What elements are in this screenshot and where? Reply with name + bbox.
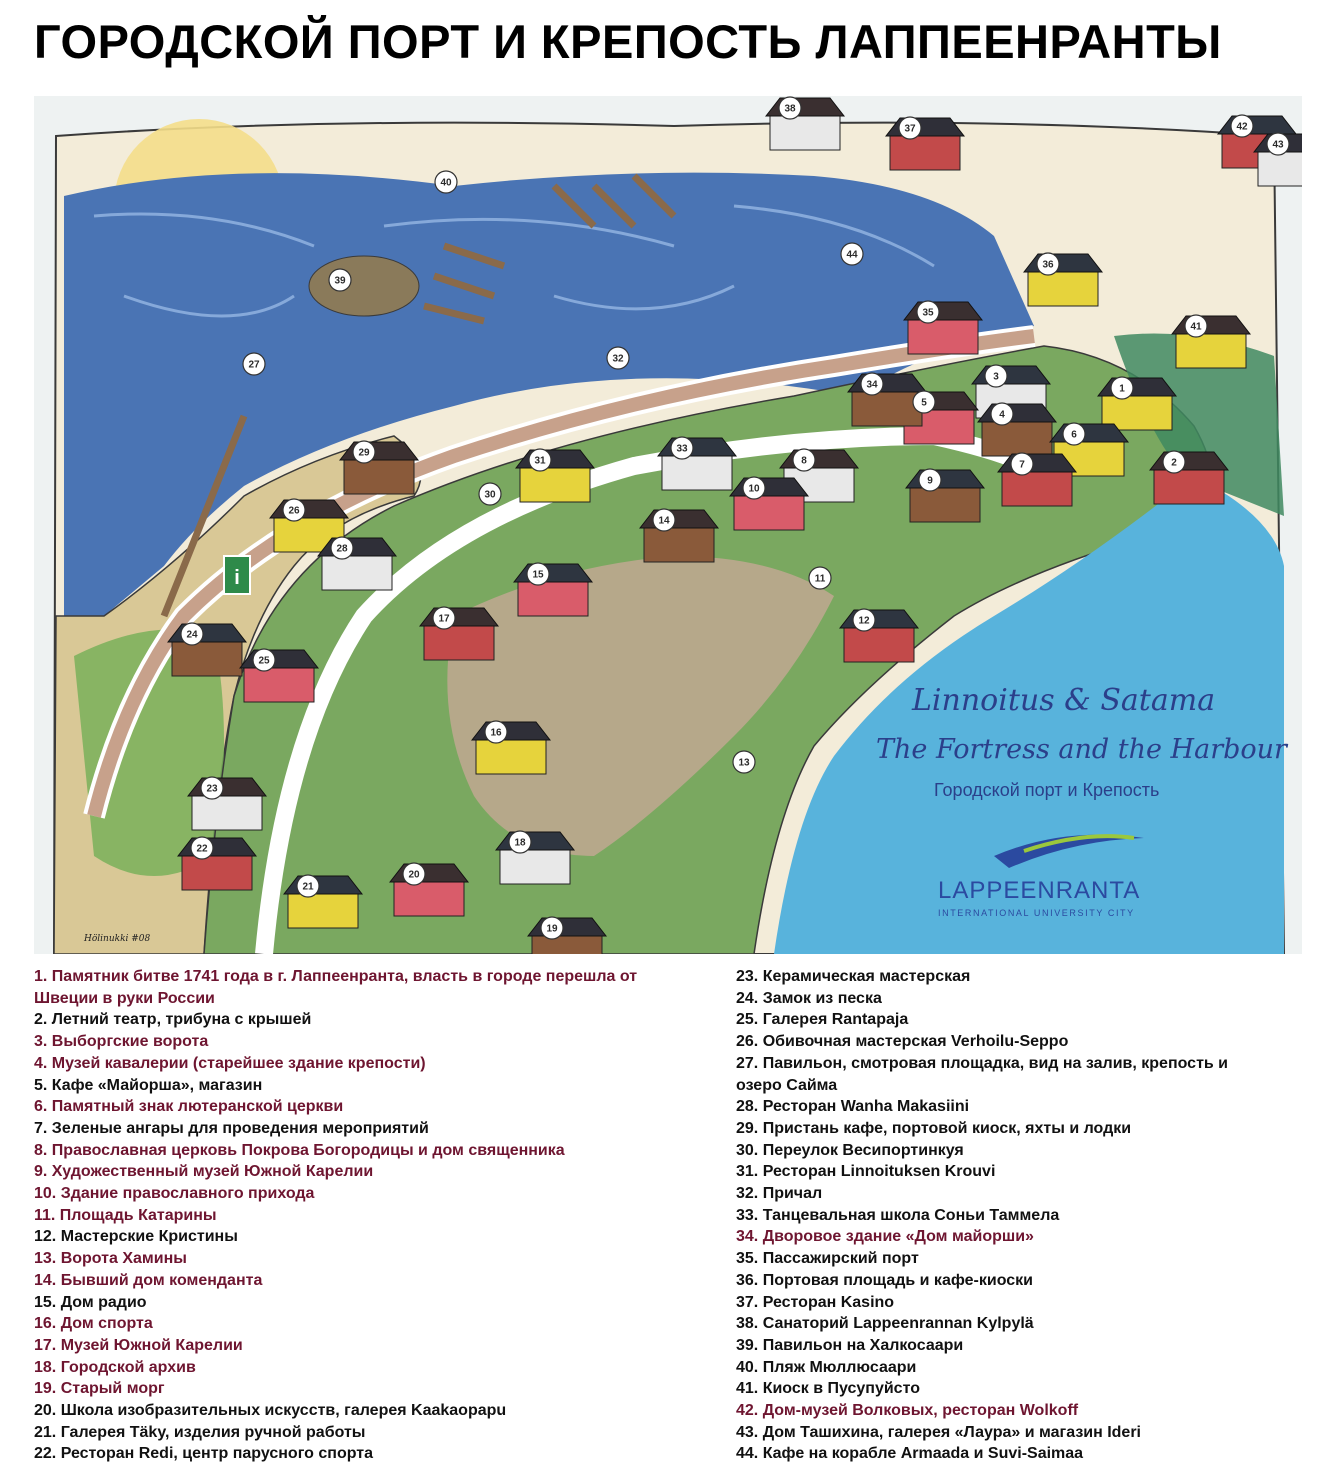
legend-item: 36. Портовая площадь и кафе-киоски: [736, 1271, 1033, 1289]
map-marker-6[interactable]: [1063, 423, 1085, 445]
svg-text:44: 44: [846, 249, 858, 261]
map-marker-17[interactable]: [433, 607, 455, 629]
svg-text:25: 25: [258, 655, 270, 667]
svg-text:5: 5: [921, 397, 927, 409]
legend-item: 34. Дворовое здание «Дом майорши»: [736, 1228, 1034, 1246]
svg-text:33: 33: [676, 443, 688, 455]
legend-item: 20. Школа изобразительных искусств, галерея Kaakaopapu: [34, 1402, 507, 1420]
map-marker-35[interactable]: [917, 301, 939, 323]
legend-item: 10. Здание православного прихода: [34, 1185, 315, 1203]
svg-text:1: 1: [1119, 383, 1125, 395]
legend-item: 28. Ресторан Wanha Makasiini: [736, 1098, 970, 1116]
map-illustration: [34, 96, 1302, 954]
legend-item: 3. Выборгские ворота: [34, 1033, 209, 1051]
building-41: [1172, 316, 1250, 368]
svg-text:22: 22: [196, 843, 208, 855]
building-19: [528, 918, 606, 954]
svg-text:42: 42: [1236, 121, 1248, 133]
map-marker-27[interactable]: [243, 353, 265, 375]
svg-text:2: 2: [1171, 457, 1177, 469]
map-marker-31[interactable]: [529, 449, 551, 471]
map-marker-9[interactable]: [919, 469, 941, 491]
legend-item: 17. Музей Южной Карелии: [34, 1336, 243, 1354]
svg-text:17: 17: [438, 613, 450, 625]
legend-item: 29. Пристань кафе, портовой киоск, яхты и лодки: [736, 1119, 1132, 1137]
svg-text:35: 35: [922, 307, 934, 319]
svg-text:13: 13: [738, 757, 750, 769]
svg-text:16: 16: [490, 727, 502, 739]
map-marker-42[interactable]: [1231, 115, 1253, 137]
svg-text:31: 31: [534, 455, 546, 467]
map-marker-1[interactable]: [1111, 377, 1133, 399]
map-marker-43[interactable]: [1267, 133, 1289, 155]
legend-item: 2. Летний театр, трибуна с крышей: [34, 1011, 312, 1029]
legend-item: 11. Площадь Катарины: [34, 1206, 217, 1224]
legend-item: 24. Замок из песка: [736, 989, 882, 1007]
legend-item: 40. Пляж Мюллюсаари: [736, 1358, 917, 1376]
map-marker-26[interactable]: [283, 499, 305, 521]
legend-item: 12. Мастерские Кристины: [34, 1228, 238, 1246]
svg-text:6: 6: [1071, 429, 1077, 441]
legend-item: 30. Переулок Весипортинкуя: [736, 1141, 964, 1159]
map-marker-21[interactable]: [297, 875, 319, 897]
building-25: [240, 650, 318, 702]
svg-text:40: 40: [440, 177, 452, 189]
building-38: [766, 98, 844, 150]
svg-text:41: 41: [1190, 321, 1202, 333]
legend-item: 43. Дом Ташихина, галерея «Лаура» и магазин Ideri: [736, 1423, 1141, 1441]
map-marker-33[interactable]: [671, 437, 693, 459]
building-24: [168, 624, 246, 676]
legend-item: 14. Бывший дом коменданта: [34, 1271, 263, 1289]
legend-item: Швеции в руки России: [34, 989, 215, 1007]
map-marker-22[interactable]: [191, 837, 213, 859]
map-marker-40[interactable]: [435, 171, 457, 193]
svg-text:8: 8: [801, 455, 807, 467]
building-1: [1098, 378, 1176, 430]
legend-item: 18. Городской архив: [34, 1358, 196, 1376]
map-marker-15[interactable]: [527, 563, 549, 585]
legend: [34, 966, 1302, 1472]
legend-item: 31. Ресторан Linnoituksen Krouvi: [736, 1163, 996, 1181]
legend-item: 39. Павильон на Халкосаари: [736, 1336, 964, 1354]
legend-item: 5. Кафе «Майорша», магазин: [34, 1076, 263, 1094]
svg-text:27: 27: [248, 359, 260, 371]
building-14: [640, 510, 718, 562]
svg-text:29: 29: [358, 447, 370, 459]
legend-column-right: [736, 966, 1302, 1465]
legend-item: 42. Дом-музей Волковых, ресторан Wolkoff: [736, 1402, 1079, 1420]
map-marker-14[interactable]: [653, 509, 675, 531]
svg-text:INTERNATIONAL UNIVERSITY CITY: INTERNATIONAL UNIVERSITY CITY: [938, 908, 1135, 918]
svg-text:20: 20: [408, 869, 420, 881]
svg-text:7: 7: [1019, 459, 1025, 471]
map-marker-30[interactable]: [479, 483, 501, 505]
svg-text:18: 18: [514, 837, 526, 849]
legend-item: 33. Танцевальная школа Соньи Таммела: [736, 1206, 1060, 1224]
svg-text:LAPPEENRANTA: LAPPEENRANTA: [938, 877, 1141, 904]
map-marker-19[interactable]: [541, 917, 563, 939]
building-31: [516, 450, 594, 502]
svg-text:37: 37: [904, 123, 916, 135]
map-marker-11[interactable]: [809, 567, 831, 589]
map-marker-4[interactable]: [991, 403, 1013, 425]
svg-text:36: 36: [1042, 259, 1054, 271]
svg-text:3: 3: [993, 371, 999, 383]
svg-text:26: 26: [288, 505, 300, 517]
svg-text:34: 34: [866, 379, 878, 391]
svg-text:12: 12: [858, 615, 870, 627]
building-17: [420, 608, 498, 660]
map-marker-7[interactable]: [1011, 453, 1033, 475]
map-title-russian: Городской порт и Крепость: [934, 780, 1160, 800]
building-4: [978, 404, 1056, 456]
building-22: [178, 838, 256, 890]
map-title-finnish: Linnoitus & Satama: [912, 683, 1216, 718]
legend-item: 25. Галерея Rantapaja: [736, 1011, 909, 1029]
legend-item: 35. Пассажирский порт: [736, 1250, 919, 1268]
building-10: [730, 478, 808, 530]
halkosaari-island: [309, 256, 419, 316]
svg-text:30: 30: [484, 489, 496, 501]
building-20: [390, 864, 468, 916]
page-title: ГОРОДСКОЙ ПОРТ И КРЕПОСТЬ ЛАППЕЕНРАНТЫ: [34, 15, 1222, 68]
map-marker-13[interactable]: [733, 751, 755, 773]
legend-item: 27. Павильон, смотровая площадка, вид на залив, крепость и: [736, 1054, 1229, 1072]
legend-column-left: [34, 966, 724, 1465]
svg-text:39: 39: [334, 275, 346, 287]
legend-item: 37. Ресторан Kasino: [736, 1293, 895, 1311]
map-marker-24[interactable]: [181, 623, 203, 645]
legend-item: 1. Памятник битве 1741 года в г. Лаппеенранта, власть в городе перешла от: [34, 968, 638, 985]
map-marker-2[interactable]: [1163, 451, 1185, 473]
svg-text:11: 11: [814, 573, 826, 585]
legend-item: 38. Санаторий Lappeenrannan Kylpylä: [736, 1315, 1034, 1333]
legend-item: 32. Причал: [736, 1185, 823, 1203]
map-marker-44[interactable]: [841, 243, 863, 265]
legend-item: 13. Ворота Хамины: [34, 1250, 187, 1268]
map-marker-41[interactable]: [1185, 315, 1207, 337]
legend-item: 22. Ресторан Redi, центр парусного спорта: [34, 1445, 374, 1463]
map-marker-20[interactable]: [403, 863, 425, 885]
legend-item: 41. Киоск в Пусупуйсто: [736, 1380, 920, 1398]
map-marker-23[interactable]: [201, 777, 223, 799]
legend-item: 15. Дом радио: [34, 1293, 147, 1311]
building-2: [1150, 452, 1228, 504]
building-9: [906, 470, 984, 522]
building-35: [904, 302, 982, 354]
map-marker-12[interactable]: [853, 609, 875, 631]
building-37: [886, 118, 964, 170]
map-marker-36[interactable]: [1037, 253, 1059, 275]
legend-item: 44. Кафе на корабле Armaada и Suvi-Saimaa: [736, 1445, 1084, 1463]
legend-item: 9. Художественный музей Южной Карелии: [34, 1163, 374, 1181]
map-marker-16[interactable]: [485, 721, 507, 743]
building-23: [188, 778, 266, 830]
legend-item: 6. Памятный знак лютеранской церкви: [34, 1098, 344, 1116]
legend-item: 8. Православная церковь Покрова Богородицы и дом священника: [34, 1141, 565, 1159]
building-12: [840, 610, 918, 662]
legend-item: 21. Галерея Täky, изделия ручной работы: [34, 1423, 366, 1441]
building-18: [496, 832, 574, 884]
legend-item: 7. Зеленые ангары для проведения мероприятий: [34, 1119, 429, 1137]
map-marker-10[interactable]: [743, 477, 765, 499]
legend-item: 16. Дом спорта: [34, 1315, 153, 1333]
legend-item: 26. Обивочная мастерская Verhoilu-Seppo: [736, 1033, 1069, 1051]
svg-text:14: 14: [658, 515, 670, 527]
building-29: [340, 442, 418, 494]
legend-item: 23. Керамическая мастерская: [736, 968, 971, 985]
svg-text:15: 15: [532, 569, 544, 581]
svg-text:24: 24: [186, 629, 198, 641]
artist-signature: Hölinukki #08: [84, 934, 151, 944]
svg-text:23: 23: [206, 783, 218, 795]
building-36: [1024, 254, 1102, 306]
map-marker-37[interactable]: [899, 117, 921, 139]
svg-text:21: 21: [302, 881, 314, 893]
legend-item: озеро Сайма: [736, 1076, 838, 1094]
map-marker-5[interactable]: [913, 391, 935, 413]
svg-text:9: 9: [927, 475, 933, 487]
map-marker-25[interactable]: [253, 649, 275, 671]
legend-item: 19. Старый морг: [34, 1380, 165, 1398]
map-marker-8[interactable]: [793, 449, 815, 471]
svg-text:38: 38: [784, 103, 796, 115]
svg-text:10: 10: [748, 483, 760, 495]
map-marker-29[interactable]: [353, 441, 375, 463]
svg-text:28: 28: [336, 543, 348, 555]
map-marker-32[interactable]: [607, 347, 629, 369]
legend-item: 4. Музей кавалерии (старейшее здание крепости): [34, 1054, 426, 1072]
map-marker-39[interactable]: [329, 269, 351, 291]
building-21: [284, 876, 362, 928]
svg-text:i: i: [234, 567, 240, 589]
map-marker-3[interactable]: [985, 365, 1007, 387]
building-15: [514, 564, 592, 616]
svg-text:32: 32: [612, 353, 624, 365]
tourist-info-sign: [224, 556, 250, 594]
svg-text:19: 19: [546, 923, 558, 935]
svg-text:43: 43: [1272, 139, 1284, 151]
building-7: [998, 454, 1076, 506]
map-marker-18[interactable]: [509, 831, 531, 853]
map-marker-28[interactable]: [331, 537, 353, 559]
building-33: [658, 438, 736, 490]
building-28: [318, 538, 396, 590]
building-16: [472, 722, 550, 774]
svg-text:4: 4: [999, 409, 1005, 421]
map-marker-34[interactable]: [861, 373, 883, 395]
map-title-english: The Fortress and the Harbour: [876, 734, 1287, 765]
map-marker-38[interactable]: [779, 97, 801, 119]
